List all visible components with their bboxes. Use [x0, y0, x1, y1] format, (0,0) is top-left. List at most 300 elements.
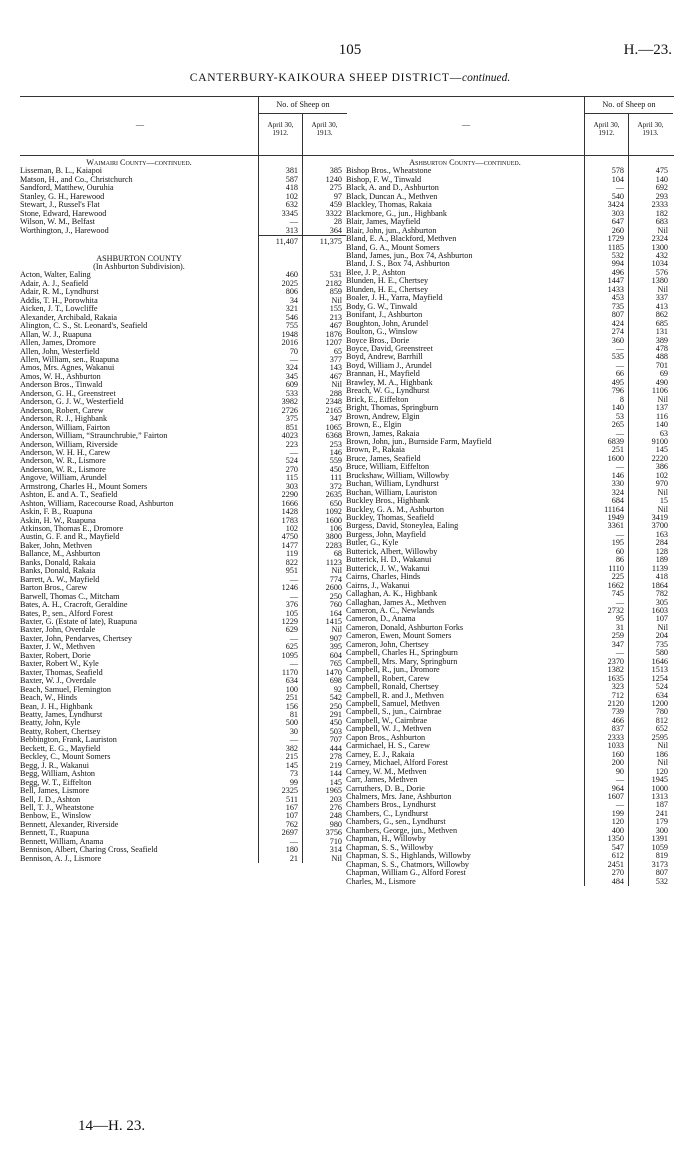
sheep-1912: 612: [611, 851, 624, 861]
owner-name: Bland, G. A., Mount Somers: [346, 243, 440, 252]
table-row: [346, 455, 674, 463]
table-row: [20, 288, 348, 296]
sheep-1913: 807: [655, 868, 668, 878]
owner-name: Alexander, Archibald, Rakaia: [20, 313, 117, 322]
sheep-1913: 69: [659, 369, 668, 379]
sheep-1912: 347: [611, 639, 624, 649]
sheep-1913: 542: [329, 693, 342, 703]
sheep-1913: 1106: [651, 386, 668, 396]
owner-name: Begg, J. R., Wakanui: [20, 761, 90, 770]
sheep-1913: 276: [329, 802, 342, 812]
owner-name: Campbell, Charles H., Springburn: [346, 649, 458, 658]
sheep-1913: 15: [659, 496, 668, 506]
sheep-1912: 755: [285, 321, 298, 331]
sheep-1913: 63: [659, 428, 668, 438]
sheep-1912: 215: [285, 752, 298, 762]
sheep-1913: 1945: [651, 775, 668, 785]
sheep-1913: 650: [329, 498, 342, 508]
sheep-1912: 807: [611, 310, 624, 320]
sheep-1913: 97: [333, 191, 342, 201]
table-row: [20, 474, 348, 482]
table-row: [346, 624, 674, 632]
owner-name: Brown, P., Rakaia: [346, 446, 405, 455]
owner-name: Allen, John, Westerfield: [20, 347, 100, 356]
table-row: [346, 666, 674, 674]
sheep-1913: 488: [655, 352, 668, 362]
table-row: [346, 675, 674, 683]
sheep-1912: 375: [285, 414, 298, 424]
table-row: [20, 407, 348, 415]
sheep-1912: 195: [611, 538, 624, 548]
table-row: [20, 184, 348, 192]
owner-name: Carney, Michael, Alford Forest: [346, 759, 449, 768]
sheep-1912: 851: [285, 422, 298, 432]
sheep-1912: 200: [611, 758, 624, 768]
sheep-1912: 511: [286, 794, 298, 804]
sheep-1913: 144: [329, 769, 342, 779]
owner-name: Cameron, Ewen, Mount Somers: [346, 632, 452, 641]
sheep-1912: 90: [615, 766, 624, 776]
sheep-1913: 186: [655, 749, 668, 759]
sheep-1913: 1646: [651, 656, 668, 666]
page-title: [0, 72, 700, 84]
table-row: [346, 167, 674, 175]
table-row: [20, 167, 348, 175]
sheep-1913: 1380: [651, 276, 668, 286]
owner-name: Anderson, William, Riverside: [20, 440, 118, 449]
sheep-1913: 1059: [651, 842, 668, 852]
owner-name: Anderson, Robert, Carew: [20, 406, 104, 415]
owner-name: Buckley, G. A. M., Ashburton: [346, 505, 444, 514]
sheep-1912: —: [615, 648, 624, 658]
sheep-1912: 95: [615, 614, 624, 624]
owner-name: Bland, E. A., Blackford, Methven: [346, 235, 457, 244]
sheep-1912: 102: [285, 524, 298, 534]
table-row: [20, 441, 348, 449]
sheep-1912: 8: [619, 394, 624, 404]
sheep-1913: 146: [329, 447, 342, 457]
year-1913-header: April 30, 1913.: [628, 113, 672, 155]
sheep-1912: 30: [289, 726, 298, 736]
sheep-1913: 187: [655, 800, 668, 810]
sheep-1912: 994: [611, 259, 624, 269]
owner-name: Amos, W. H., Ashburton: [20, 372, 101, 381]
owner-name: Blair, James, Mayfield: [346, 218, 421, 227]
sheep-1913: 1876: [325, 329, 342, 339]
table-row: [20, 227, 348, 235]
owner-name: Ballance, M., Ashburton: [20, 550, 101, 559]
sheep-1912: 578: [611, 166, 624, 176]
sheep-1913: 774: [329, 574, 342, 584]
owner-name: Addis, T. H., Porowhita: [20, 296, 98, 305]
sheep-1913: 1391: [651, 834, 668, 844]
owner-name: Boyd, Andrew, Barrhill: [346, 353, 423, 362]
owner-name: Armstrong, Charles H., Mount Somers: [20, 482, 148, 491]
sheep-1912: 1635: [607, 673, 624, 683]
sheep-1913: 163: [655, 529, 668, 539]
owner-name: Burgess, David, Stoneylea, Ealing: [346, 522, 459, 531]
table-row: [346, 742, 674, 750]
table-row: [20, 635, 348, 643]
sheep-1913: 760: [329, 600, 342, 610]
table-row: [20, 838, 348, 846]
owner-name: Carr, James, Methven: [346, 776, 418, 785]
owner-name: Bennett, Alexander, Riverside: [20, 820, 119, 829]
sheep-1913: 179: [655, 817, 668, 827]
sheep-1913: 3419: [651, 513, 668, 523]
table-row: [346, 430, 674, 438]
sheep-1912: 381: [285, 166, 298, 176]
owner-name: Campbell, Mrs. Mary, Springburn: [346, 657, 458, 666]
sheep-count-header: No. of Sheep on: [258, 97, 347, 114]
table-row: [346, 556, 674, 564]
sheep-1913: 386: [655, 462, 668, 472]
table-row: [346, 590, 674, 598]
page-number: 105: [338, 42, 362, 58]
owner-name: Baxter, W. J., Overdale: [20, 677, 96, 686]
owner-name: Butterick, Albert, Willowby: [346, 547, 438, 556]
sheep-1912: 533: [285, 388, 298, 398]
table-row: [346, 852, 674, 860]
sheep-1913: 2220: [651, 453, 668, 463]
table-row: [346, 776, 674, 784]
sheep-1912: —: [615, 428, 624, 438]
sheep-1913: 450: [329, 464, 342, 474]
sheep-1913: 524: [655, 682, 668, 692]
table-row: [20, 812, 348, 820]
year-1913-header: April 30, 1913.: [302, 113, 346, 155]
sheep-1912: 313: [285, 225, 298, 235]
owner-name: Bean, J. H., Highbank: [20, 702, 93, 711]
owner-name: Stanley, G. H., Harewood: [20, 192, 105, 201]
sheep-1913: Nil: [657, 622, 668, 632]
sheep-1913: Nil: [657, 284, 668, 294]
owner-name: Cameron, Donald, Ashburton Forks: [346, 623, 464, 632]
owner-name: Anderson, G. J. W., Westerfield: [20, 398, 124, 407]
right-rows: [346, 167, 674, 886]
owner-name: Brown, James, Rakaia: [346, 429, 420, 438]
owner-name: Boaler, J. H., Yarra, Mayfield: [346, 294, 443, 303]
table-row: [20, 364, 348, 372]
table-row: [20, 593, 348, 601]
sheep-1912: 321: [285, 304, 298, 314]
footer-signature: 14—H. 23.: [78, 1118, 146, 1134]
sheep-1913: Nil: [657, 758, 668, 768]
sheep-1912: 382: [285, 743, 298, 753]
table-row: [346, 844, 674, 852]
sheep-1913: 204: [655, 631, 668, 641]
sheep-1912: 1666: [281, 498, 298, 508]
owner-name: Begg, W. T., Eiffelton: [20, 778, 92, 787]
table-row: [20, 779, 348, 787]
sheep-1912: 60: [615, 546, 624, 556]
sheep-1913: 735: [655, 639, 668, 649]
owner-name: Callaghan, A. K., Highbank: [346, 590, 438, 599]
owner-name: Bonifant, J., Ashburton: [346, 311, 423, 320]
sheep-1912: 324: [285, 363, 298, 373]
sheep-1913: 6368: [325, 431, 342, 441]
table-row: [346, 260, 674, 268]
sheep-1912: —: [289, 447, 298, 457]
sheep-1912: 739: [611, 707, 624, 717]
sheep-1912: 712: [611, 690, 624, 700]
owner-name: Bennison, Albert, Charing Cross, Seafield: [20, 846, 158, 855]
table-row: [20, 491, 348, 499]
sheep-1913: 120: [655, 766, 668, 776]
owner-name: Wilson, W. M., Belfast: [20, 218, 95, 227]
sheep-1913: 1139: [651, 563, 668, 573]
waimairi-rows: [20, 167, 348, 235]
table-row: [346, 362, 674, 370]
owner-name: Chambers, G., sen., Lyndhurst: [346, 818, 446, 827]
table-row: [346, 725, 674, 733]
sheep-1913: 432: [655, 250, 668, 260]
sheep-1912: 2370: [607, 656, 624, 666]
totals-row: [20, 235, 348, 246]
sheep-1912: 265: [611, 420, 624, 430]
owner-name: Barrett, A. W., Mayfield: [20, 575, 100, 584]
table-row: [346, 337, 674, 345]
sheep-1913: 3756: [325, 828, 342, 838]
sheep-1913: 698: [329, 676, 342, 686]
sheep-1912: 225: [611, 572, 624, 582]
sheep-1912: 532: [611, 250, 624, 260]
table-row: [20, 804, 348, 812]
table-row: [20, 500, 348, 508]
sheep-1913: 1513: [651, 665, 668, 675]
table-row: [346, 396, 674, 404]
sheep-1913: 710: [329, 836, 342, 846]
sheep-1913: 701: [655, 360, 668, 370]
owner-name: Black, Duncan A., Methven: [346, 192, 438, 201]
table-row: [20, 762, 348, 770]
sheep-1913: 1207: [325, 338, 342, 348]
sheep-1912: —: [289, 574, 298, 584]
owner-name: Blackmore, G., jun., Highbank: [346, 209, 447, 218]
sheep-1912: —: [289, 217, 298, 227]
sheep-1913: 389: [655, 335, 668, 345]
table-row: [20, 508, 348, 516]
sheep-1913: 203: [329, 794, 342, 804]
sheep-1912: 140: [611, 403, 624, 413]
owner-name: Alington, C. S., St. Leonard's, Seafield: [20, 322, 148, 331]
document-code: H.—23.: [623, 42, 672, 58]
table-row: [20, 483, 348, 491]
owner-name: Cameron, John, Chertsey: [346, 640, 429, 649]
owner-name: Baxter, G. (Estate of late), Ruapuna: [20, 618, 137, 627]
sheep-1912: 1110: [608, 563, 624, 573]
sheep-1913: 685: [655, 318, 668, 328]
table-row: [20, 525, 348, 533]
owner-name: Askin, F. B., Ruapuna: [20, 508, 93, 517]
sheep-1912: 609: [285, 380, 298, 390]
table-row: [346, 700, 674, 708]
owner-name: Callaghan, James A., Methven: [346, 598, 447, 607]
sheep-1912: 81: [289, 710, 298, 719]
owner-name: Boyce Bros., Dorie: [346, 336, 410, 345]
sheep-1912: 4750: [281, 532, 298, 542]
owner-name: Beckett, E. G., Mayfield: [20, 744, 101, 753]
owner-name: Bland, James, jun., Box 74, Ashburton: [346, 251, 473, 260]
sheep-1912: 34: [289, 295, 298, 305]
table-row: [20, 457, 348, 465]
sheep-1913: Nil: [331, 295, 342, 305]
sheep-1912: —: [615, 775, 624, 785]
owner-name: Buckley Bros., Highbank: [346, 497, 430, 506]
owner-name: Stone, Edward, Harewood: [20, 209, 107, 218]
owner-name: Anderson, W. R., Lismore: [20, 465, 106, 474]
owner-name: Austin, G. F. and R., Mayfield: [20, 533, 120, 542]
table-row: [20, 770, 348, 778]
sheep-1913: 418: [655, 572, 668, 582]
sheep-1912: 70: [289, 346, 298, 356]
table-row: [346, 345, 674, 353]
owner-name: Bishop Bros., Wheatstone: [346, 167, 432, 176]
owner-name: Campbell, Samuel, Methven: [346, 700, 440, 708]
sheep-1912: 625: [285, 642, 298, 652]
table-row: [346, 320, 674, 328]
owner-name: Buckley, Thomas, Seafield: [346, 514, 434, 523]
owner-name: Bennett, William, Anama: [20, 837, 104, 846]
sheep-1913: 250: [329, 591, 342, 601]
sheep-1912: 6839: [607, 436, 624, 446]
owner-name: Boulton, G., Winslow: [346, 328, 418, 337]
owner-name: Bennison, A. J., Lismore: [20, 854, 102, 863]
sheep-1913: 819: [655, 851, 668, 861]
table-row: [20, 576, 348, 584]
owner-name: Campbell, W. J., Methven: [346, 725, 432, 734]
sheep-1912: 259: [611, 631, 624, 641]
sheep-1913: 65: [333, 346, 342, 356]
sheep-1912: 145: [285, 760, 298, 770]
sheep-1913: 385: [329, 166, 342, 176]
sheep-1912: 303: [285, 481, 298, 491]
sheep-1912: 1600: [607, 453, 624, 463]
sheep-1913: 467: [329, 321, 342, 331]
table-row: [20, 390, 348, 398]
sheep-1913: 532: [655, 876, 668, 886]
sheep-1912: 540: [611, 191, 624, 201]
table-row: [346, 235, 674, 243]
owner-name: Sandford, Matthew, Ouruhia: [20, 184, 114, 193]
sheep-1912: 1662: [607, 580, 624, 590]
sheep-1912: 167: [285, 802, 298, 812]
owner-name: Brannan, H., Mayfield: [346, 370, 420, 379]
sheep-1913: 2348: [325, 397, 342, 407]
sheep-1913: 1600: [325, 515, 342, 525]
owner-name: Chapman, William G., Alford Forest: [346, 869, 466, 878]
sheep-1913: 907: [329, 633, 342, 643]
sheep-1913: 859: [329, 287, 342, 297]
table-row: [20, 398, 348, 406]
table-row: [346, 793, 674, 801]
sheep-1912: 107: [285, 811, 298, 821]
owner-name: Ashton, E. and A. T., Seafield: [20, 491, 118, 500]
table-row: [20, 745, 348, 753]
sheep-1912: 2025: [281, 278, 298, 288]
sheep-1912: 199: [611, 808, 624, 818]
sheep-1913: 213: [329, 312, 342, 322]
sheep-1912: 260: [611, 225, 624, 235]
table-row: [20, 719, 348, 727]
sheep-1913: 3800: [325, 532, 342, 542]
table-row: [346, 277, 674, 285]
sheep-1912: 323: [611, 682, 624, 692]
sheep-1913: 580: [655, 648, 668, 658]
owner-name: Capon Bros., Ashburton: [346, 733, 426, 742]
sheep-1912: 2697: [281, 828, 298, 838]
sheep-1913: Nil: [657, 394, 668, 404]
owner-name: Blackley, Thomas, Rakaia: [346, 201, 432, 210]
owner-name: Blee, J. P., Ashton: [346, 268, 406, 277]
owner-name: Benbow, E., Winslow: [20, 812, 92, 821]
sheep-1912: —: [289, 354, 298, 364]
sheep-1913: 1415: [325, 617, 342, 627]
table-row: [346, 751, 674, 759]
sheep-1913: 634: [655, 690, 668, 700]
table-row: [346, 328, 674, 336]
table-row: [20, 314, 348, 322]
table-row: [20, 728, 348, 736]
sheep-1913: 707: [329, 735, 342, 745]
sheep-1913: 531: [329, 270, 342, 280]
table-row: [346, 463, 674, 471]
sheep-1913: 278: [329, 752, 342, 762]
sheep-1913: 1603: [651, 606, 668, 616]
sheep-1913: 1300: [651, 242, 668, 252]
sheep-1913: 2333: [651, 200, 668, 210]
table-row: [346, 861, 674, 869]
table-row: [346, 489, 674, 497]
right-column: [346, 96, 674, 886]
sheep-1912: 180: [285, 845, 298, 855]
sheep-1913: 1864: [651, 580, 668, 590]
sheep-1912: 1948: [281, 329, 298, 339]
sheep-count-header: No. of Sheep on: [584, 97, 673, 114]
sheep-1913: Nil: [657, 504, 668, 514]
sheep-1913: 2283: [325, 540, 342, 550]
sheep-1912: —: [615, 529, 624, 539]
table-row: [20, 694, 348, 702]
sheep-1913: 1000: [651, 783, 668, 793]
sheep-1913: 68: [333, 549, 342, 559]
sheep-1912: 251: [285, 693, 298, 703]
sheep-1913: 604: [329, 650, 342, 660]
sheep-1912: —: [615, 597, 624, 607]
owner-name: Chapman, S. S., Highlands, Willowby: [346, 852, 471, 861]
owner-name: Begg, William, Ashton: [20, 770, 96, 779]
sheep-1912: —: [615, 343, 624, 353]
owner-name: Carruthers, D. B., Dorie: [346, 784, 425, 793]
title-main: CANTERBURY-KAIKOURA SHEEP DISTRICT—: [189, 72, 463, 84]
header-dash: —: [461, 120, 471, 129]
owner-name: Breach, W. G., Lyndhurst: [346, 387, 430, 396]
table-row: [346, 184, 674, 192]
sheep-1912: 2333: [607, 732, 624, 742]
sheep-1912: 1170: [281, 667, 298, 677]
sheep-1913: 182: [655, 208, 668, 218]
table-row: [346, 370, 674, 378]
sheep-1912: 251: [611, 445, 624, 455]
table-row: [346, 218, 674, 226]
table-row: [346, 497, 674, 505]
table-row: [346, 531, 674, 539]
sheep-1913: 782: [655, 589, 668, 599]
sheep-1913: 140: [655, 420, 668, 430]
table-row: [346, 692, 674, 700]
sheep-1912: 3982: [281, 397, 298, 407]
sheep-1913: 337: [655, 293, 668, 303]
